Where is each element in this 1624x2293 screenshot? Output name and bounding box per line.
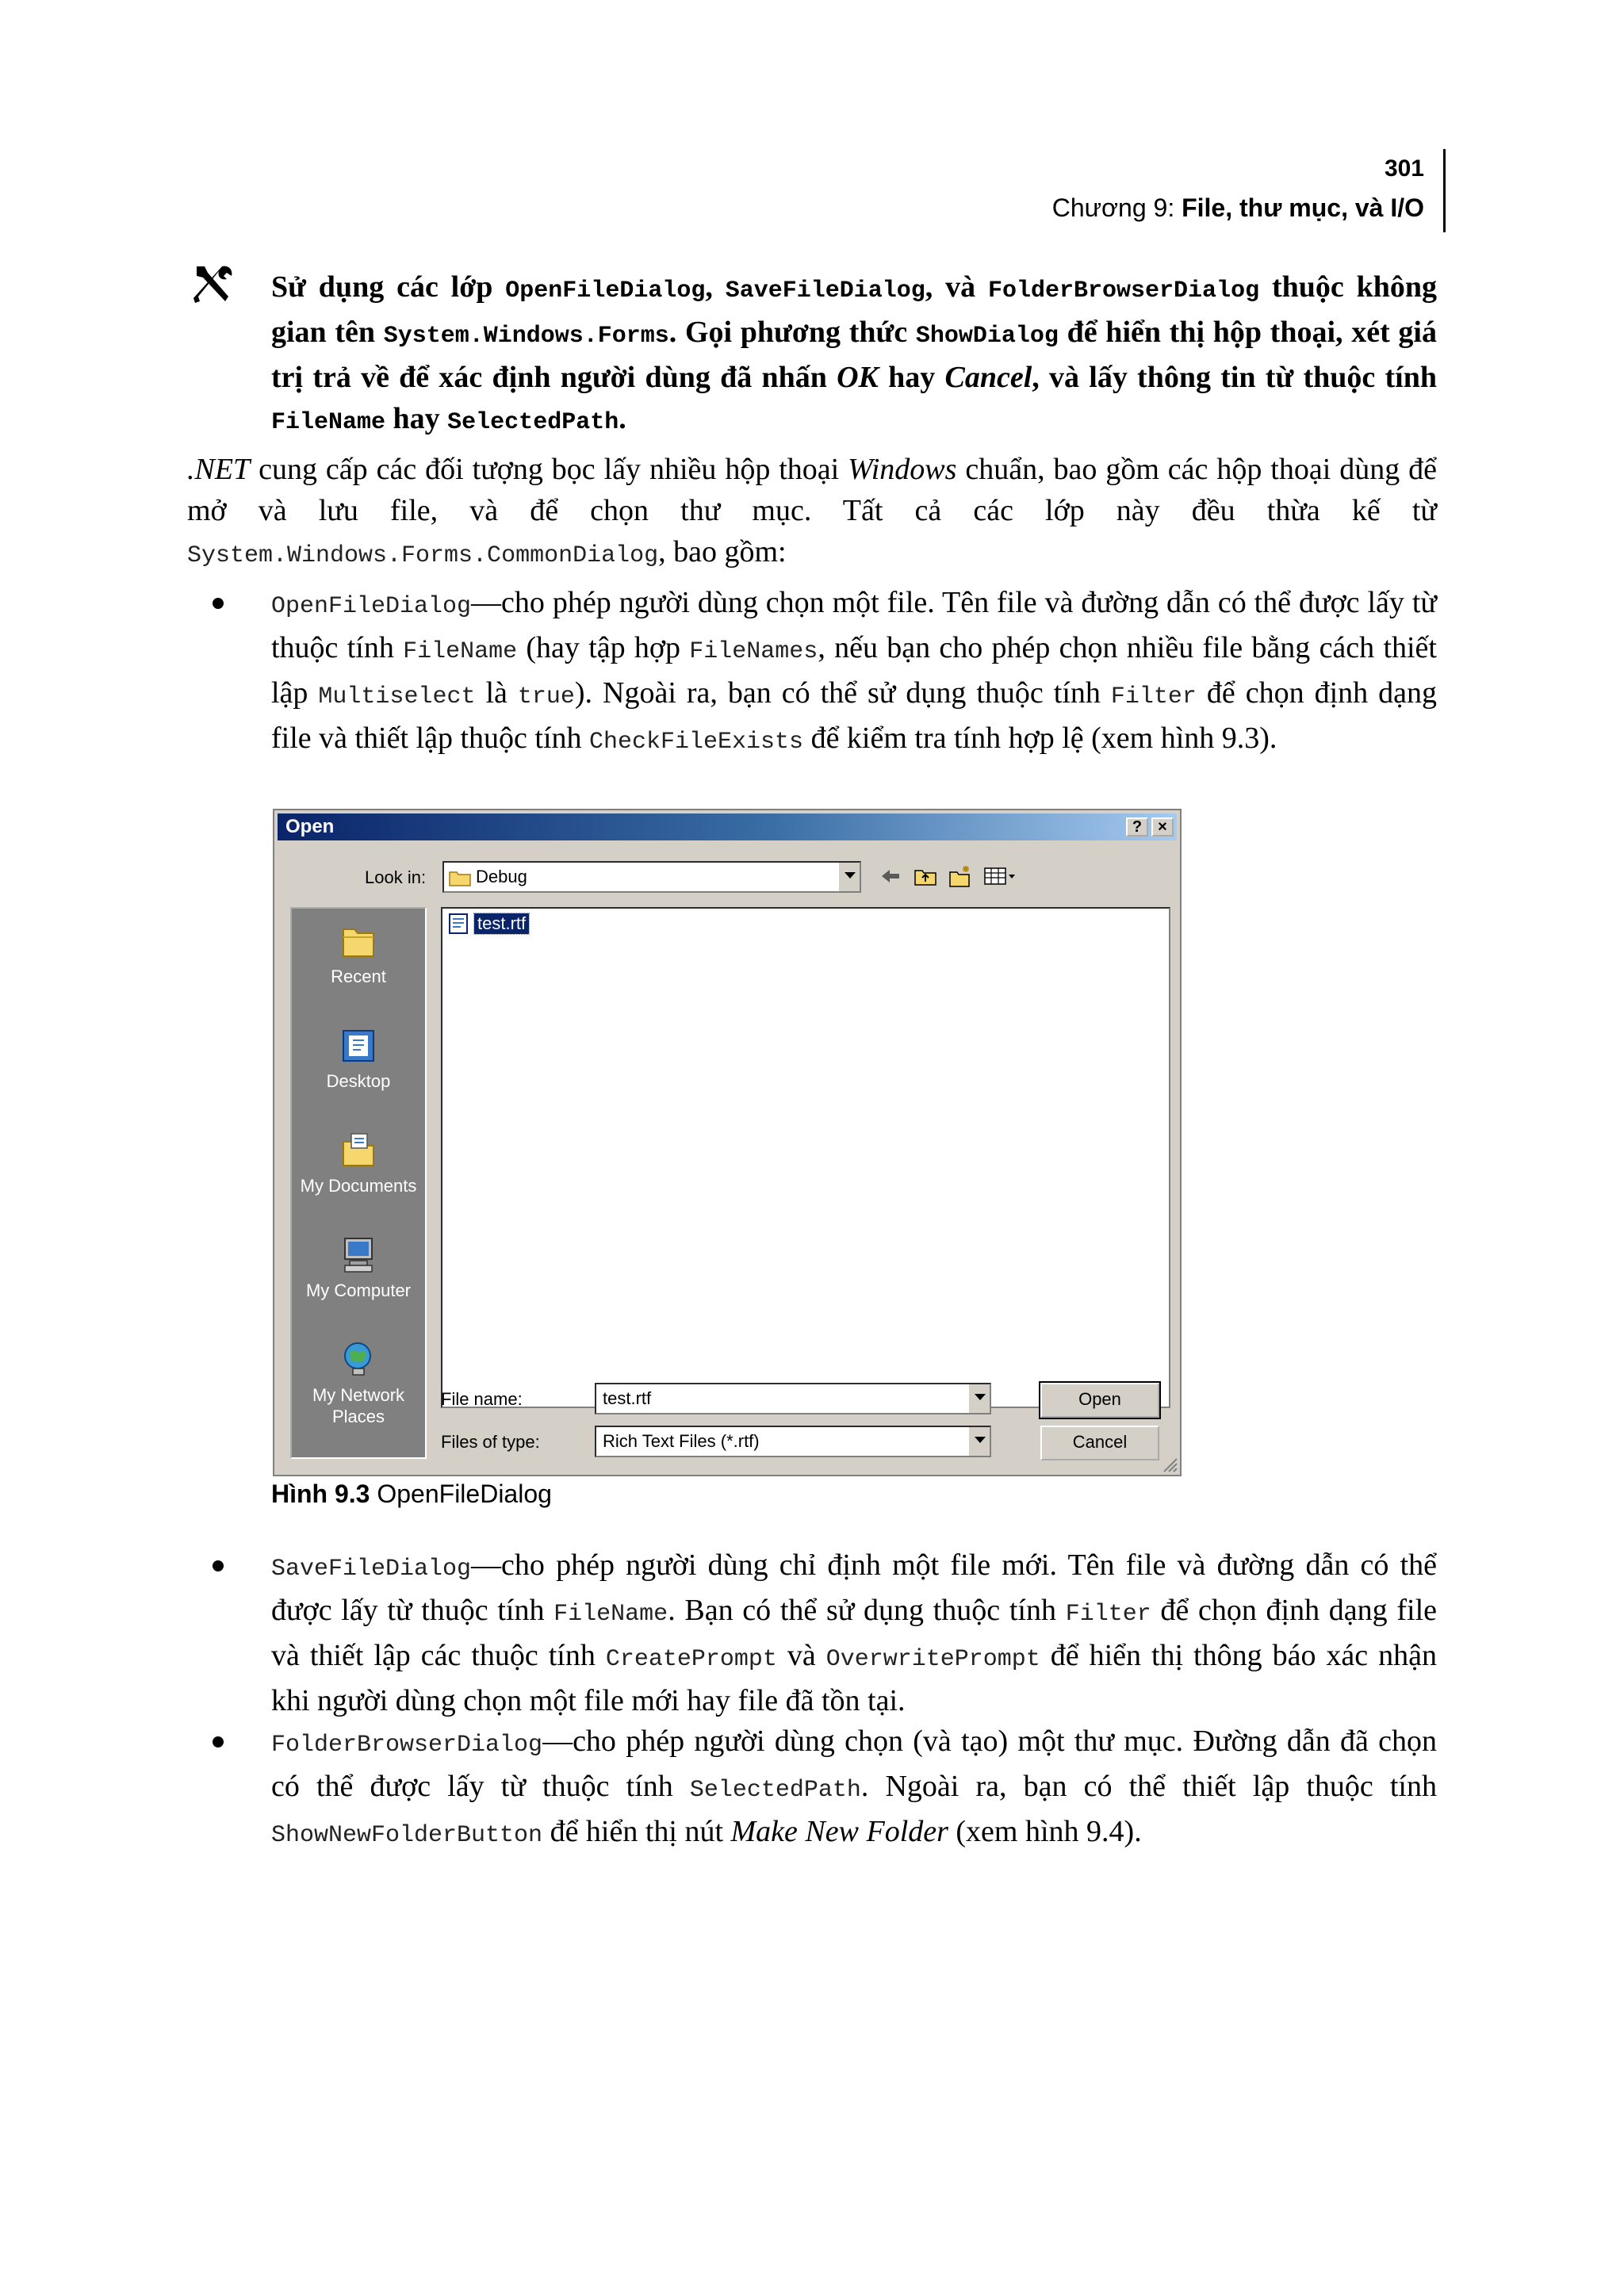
place-recent[interactable] <box>292 920 425 987</box>
problem-text: . Gọi phương thức <box>668 316 916 349</box>
header-rule <box>1443 149 1446 232</box>
chapter-heading <box>1052 193 1424 223</box>
intro-paragraph <box>187 449 1437 576</box>
chevron-down-icon[interactable] <box>967 1384 990 1413</box>
place-my-documents[interactable] <box>292 1129 425 1196</box>
view-menu-icon[interactable] <box>983 864 1020 888</box>
problem-text: , và lấy thông tin từ thuộc tính <box>1032 361 1437 394</box>
chapter-prefix: Chương 9: <box>1051 193 1182 222</box>
network-globe-icon <box>339 1338 378 1380</box>
bullet-savefiledialog <box>271 1545 1437 1721</box>
body-text: . Ngoài ra, bạn có thể thiết lập thuộc tính <box>860 1770 1437 1803</box>
resize-grip-icon[interactable] <box>1159 1454 1178 1473</box>
code-term: ShowNewFolderButton <box>271 1822 543 1849</box>
body-text: để hiển thị nút <box>542 1815 731 1848</box>
look-in-value: Debug <box>476 867 527 886</box>
open-file-dialog <box>273 809 1182 1476</box>
caption-label: Hình 9.3 <box>271 1480 370 1508</box>
body-text: —cho phép người dùng chọn một file. Tên file và đường dẫn có thể được lấy từ thuộc tính <box>271 586 1437 664</box>
back-arrow-icon[interactable] <box>879 864 902 888</box>
code-term: SelectedPath <box>689 1777 861 1804</box>
body-text: ). Ngoài ra, bạn có thể sử dụng thuộc tính <box>574 676 1111 710</box>
italic-term: Make New Folder <box>730 1815 948 1848</box>
body-text: (xem hình 9.4). <box>948 1815 1142 1848</box>
computer-icon <box>339 1234 378 1275</box>
body-text: (hay tập hợp <box>517 631 690 664</box>
problem-statement <box>271 266 1437 443</box>
caption-text: OpenFileDialog <box>370 1480 552 1508</box>
bullet-openfiledialog <box>271 582 1437 763</box>
body-text: để kiểm tra tính hợp lệ (xem hình 9.3). <box>803 722 1277 755</box>
body-text: . Bạn có thể sử dụng thuộc tính <box>668 1594 1066 1627</box>
code-term: FileName <box>403 638 518 665</box>
cancel-button[interactable]: Cancel <box>1040 1426 1159 1460</box>
body-text: , bao gồm: <box>658 535 787 568</box>
code-term: Filter <box>1110 683 1197 710</box>
file-list[interactable] <box>441 907 1170 1408</box>
place-label: My Documents <box>300 1176 417 1196</box>
problem-text: thuộc không gian tên <box>271 270 1438 349</box>
body-text: , nếu bạn cho phép chọn nhiều file bằng cách thiết lập <box>271 631 1437 710</box>
figure-caption <box>271 1480 552 1509</box>
up-folder-icon[interactable] <box>914 864 937 888</box>
bullet-folderbrowserdialog <box>271 1721 1437 1856</box>
code-term: OpenFileDialog <box>271 593 472 620</box>
code-term: SelectedPath <box>447 409 619 436</box>
dialog-title: Open <box>285 816 335 837</box>
place-desktop[interactable] <box>292 1024 425 1092</box>
code-term: SaveFileDialog <box>725 278 925 304</box>
problem-text: hay <box>878 361 945 394</box>
chevron-down-icon[interactable] <box>967 1427 990 1456</box>
code-term: System.Windows.Forms <box>383 323 669 350</box>
code-term: FolderBrowserDialog <box>988 278 1260 304</box>
place-label: Desktop <box>326 1071 391 1091</box>
file-item-name: test.rtf <box>474 913 529 934</box>
place-label: My Computer <box>305 1280 412 1300</box>
italic-term: Windows <box>848 453 957 486</box>
open-button[interactable]: Open <box>1040 1383 1159 1418</box>
place-label: My Network Places <box>312 1385 405 1426</box>
code-term: FolderBrowserDialog <box>271 1732 543 1759</box>
code-term: Filter <box>1065 1601 1151 1628</box>
body-text: —cho phép người dùng chọn (và tạo) một thư mục. Đường dẫn đã chọn có thể được lấy từ thuộc tính <box>271 1725 1437 1803</box>
bullet-dot <box>213 1560 224 1571</box>
italic-term: Cancel <box>944 361 1032 394</box>
code-term: OverwritePrompt <box>825 1646 1040 1673</box>
code-term: ShowDialog <box>915 323 1059 350</box>
body-text: —cho phép người dùng chỉ định một file mới. Tên file và đường dẫn có thể được lấy từ thuộc tính <box>271 1548 1437 1627</box>
body-text: để chọn định dạng file và thiết lập thuộc tính <box>271 676 1438 755</box>
body-text: chuẩn, bao gồm các hộp thoại dùng để mở và lưu file, và để chọn thư mục. Tất cả các lớp này đều thừa kế từ <box>187 453 1437 527</box>
places-bar <box>290 907 427 1459</box>
bullet-dot <box>213 598 224 609</box>
body-text: là <box>475 676 518 710</box>
look-in-dropdown[interactable] <box>442 861 861 893</box>
file-type-label: Files of type: <box>441 1432 540 1452</box>
place-label: Recent <box>331 967 386 986</box>
code-term: System.Windows.Forms.CommonDialog <box>187 542 659 569</box>
italic-term: OK <box>837 361 879 394</box>
problem-text: . <box>619 402 626 435</box>
dialog-titlebar <box>278 813 1177 840</box>
problem-text: để hiển thị hộp thoại, xét giá trị trả về để xác định người dùng đã nhấn <box>271 316 1437 394</box>
chevron-down-icon[interactable] <box>837 863 860 891</box>
file-type-dropdown[interactable] <box>595 1426 991 1457</box>
help-button[interactable]: ? <box>1126 817 1148 836</box>
code-term: SaveFileDialog <box>271 1556 472 1583</box>
file-name-input[interactable] <box>595 1383 991 1414</box>
code-term: Multiselect <box>318 683 476 710</box>
tools-icon <box>190 262 236 308</box>
file-name-label: File name: <box>441 1389 523 1409</box>
place-my-network-places[interactable] <box>292 1338 425 1427</box>
code-term: FileNames <box>689 638 818 665</box>
page-number: 301 <box>1384 155 1424 182</box>
code-term: true <box>517 683 575 710</box>
body-text: và <box>776 1639 826 1672</box>
code-term: FileName <box>553 1601 668 1628</box>
desktop-icon <box>339 1024 378 1066</box>
close-button[interactable]: × <box>1151 817 1174 836</box>
look-in-label: Look in: <box>365 867 427 887</box>
documents-folder-icon <box>339 1129 378 1170</box>
code-term: OpenFileDialog <box>505 278 706 304</box>
problem-text: , và <box>925 270 989 304</box>
bullet-dot <box>213 1736 224 1748</box>
body-text: cung cấp các đối tượng bọc lấy nhiều hộp thoại <box>250 453 848 486</box>
code-term: CreatePrompt <box>605 1646 777 1673</box>
body-text: để hiển thị thông báo xác nhận khi người dùng chọn một file mới hay file đã tồn tại. <box>271 1639 1438 1717</box>
recent-folder-icon <box>339 920 378 961</box>
problem-text: , <box>705 270 726 304</box>
chapter-title: File, thư mục, và I/O <box>1182 193 1424 222</box>
code-term: FileName <box>271 409 386 436</box>
folder-icon <box>449 869 471 886</box>
problem-text: Sử dụng các lớp <box>271 270 506 304</box>
rtf-file-icon <box>447 912 471 936</box>
new-folder-icon[interactable] <box>948 864 972 888</box>
body-text: để chọn định dạng file và thiết lập các thuộc tính <box>271 1594 1437 1672</box>
italic-term: .NET <box>187 453 251 486</box>
file-name-value: test.rtf <box>603 1388 652 1408</box>
place-my-computer[interactable] <box>292 1234 425 1301</box>
code-term: CheckFileExists <box>589 729 804 756</box>
problem-text: hay <box>385 402 448 435</box>
file-type-value: Rich Text Files (*.rtf) <box>603 1431 760 1451</box>
